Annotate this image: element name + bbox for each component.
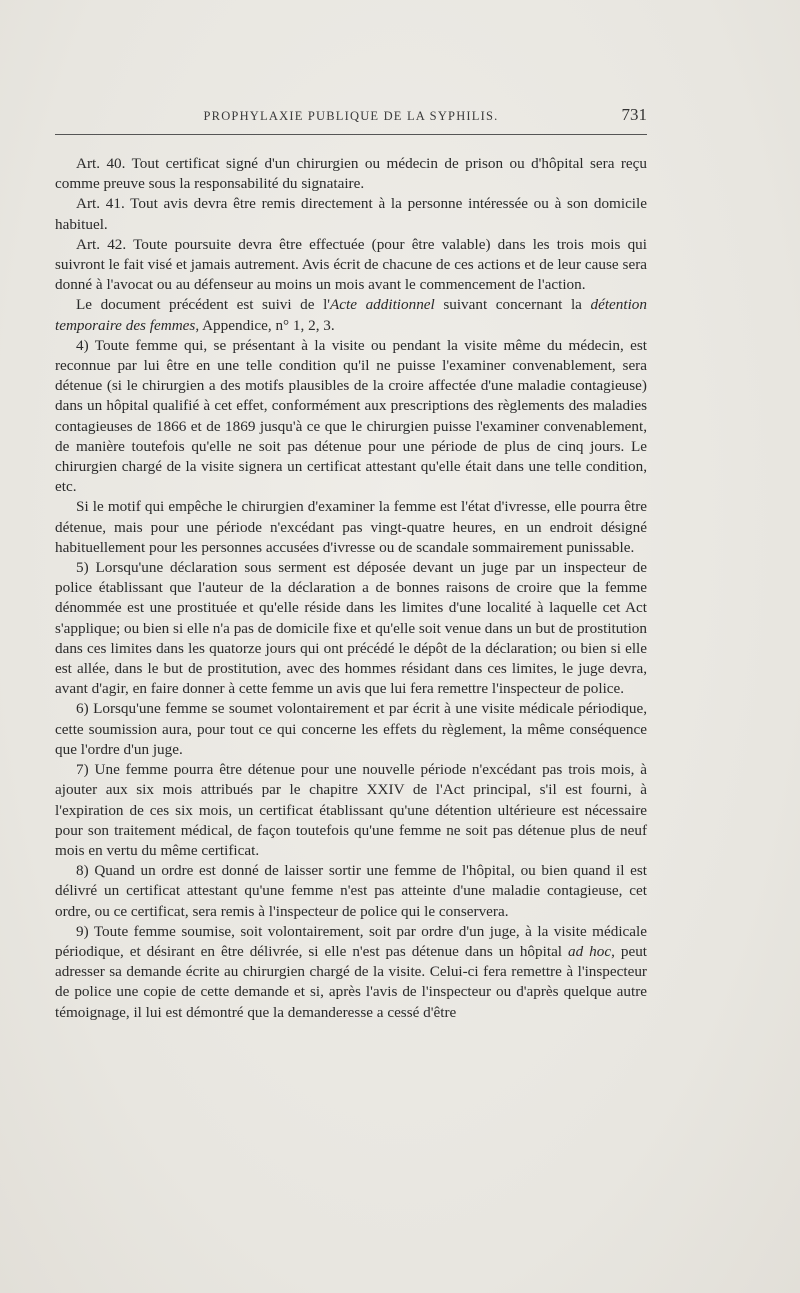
paragraph-art-40: Art. 40. Tout certificat signé d'un chirurgien ou médecin de prison ou d'hôpital sera reçu comme preuve sous la responsabilité du signataire.: [55, 155, 647, 193]
paragraph-art-42: Art. 42. Toute poursuite devra être effectuée (pour être valable) dans les trois mois qui suivront le fait visé et jamais autrement. Avis écrit de chacune de ces actions et de leur cause sera donné à l'avocat ou au défenseur au moins un mois avant le commencement de l'action.: [55, 235, 647, 294]
text-segment: Le document précédent est suivi de l': [76, 296, 331, 314]
running-title: PROPHYLAXIE PUBLIQUE DE LA SYPHILIS.: [203, 109, 499, 123]
paragraph-item-6: 6) Lorsqu'une femme se soumet volontairement et par écrit à une visite médicale périodique, cette soumission aura, pour tout ce qui concerne les effets du règlement, la même conséquence que l'ordre d'un juge.: [55, 700, 647, 758]
page-number: 731: [621, 105, 647, 124]
text-segment: , peut adresser sa demande écrite au chirurgien chargé de la visite. Celui-ci fera remettre à l'inspecteur de police une copie de cette demande et si, après l'avis de l'inspecteur ou d'après quelque autre témoignage, il lui est démontré que la demanderesse a cessé d'être: [55, 942, 648, 1021]
paragraph-item-5: 5) Lorsqu'une déclaration sous serment est déposée devant un juge par un inspecteur de police établissant que l'auteur de la déclaration a de bonnes raisons de croire que la femme dénommée est une prostituée et qu'elle réside dans les limites d'une localité à laquelle cet Act s'applique; ou bien si elle n'a pas de domicile fixe et qu'elle soit venue dans un but de prostitution dans ces limites dans les quatorze jours qui ont précédé le dépôt de la déclaration; ou bien si elle est allée, dans le but de prostitution, avec des hommes résidant dans ces limites, le juge devra, avant d'agir, en faire donner à cette femme un avis que lui fera remettre l'inspecteur de police.: [55, 559, 647, 698]
paragraph-item-9: [55, 922, 647, 1023]
page-header: [55, 105, 647, 127]
italic-title: détention temporaire des femmes: [55, 296, 647, 334]
italic-term: ad hoc: [568, 942, 612, 960]
body-text: [55, 154, 647, 1023]
paragraph-item-4: 4) Toute femme qui, se présentant à la visite ou pendant la visite même du médecin, est reconnue par lui être en une telle condition qu'il ne puisse l'examiner convenablement, sera détenue (si le chirurgien a des motifs plausibles de la croire affectée d'une maladie contagieuse) dans un hôpital qualifié à cet effet, conformément aux prescriptions des règlements des maladies contagieuses de 1866 et de 1869 jusqu'à ce que le chirurgien puisse l'examiner convenablement, de manière toutefois qu'elle ne soit pas détenue pour une période de plus de cinq jours. Le chirurgien chargé de la visite signera un certificat attestant qu'elle était dans une telle condition, etc.: [55, 336, 647, 496]
paragraph-ivresse: Si le motif qui empêche le chirurgien d'examiner la femme est l'état d'ivresse, elle pourra être détenue, mais pour une période n'excédant pas vingt-quatre heures, en un endroit désigné habituellement pour les personnes accusées d'ivresse ou de scandale sommairement punissable.: [55, 498, 647, 556]
paragraph-item-8: 8) Quand un ordre est donné de laisser sortir une femme de l'hôpital, ou bien quand il est délivré un certificat attestant qu'une femme n'est pas atteinte d'une maladie contagieuse, cet ordre, ou ce certificat, sera remis à l'inspecteur de police qui le conservera.: [55, 862, 647, 920]
paragraph-additional-act: [55, 295, 647, 335]
paragraph-art-41: Art. 41. Tout avis devra être remis directement à la personne intéressée ou à son domicile habituel.: [55, 195, 647, 233]
text-segment: suivant concernant la: [434, 296, 591, 314]
text-segment: 9) Toute femme soumise, soit volontairement, soit par ordre d'un juge, à la visite médicale périodique, et désirant en être délivrée, si elle n'est pas détenue dans un hôpital: [55, 922, 647, 960]
header-rule: [55, 134, 647, 135]
text-segment: , Appendice, n° 1, 2, 3.: [195, 316, 335, 334]
italic-title: Acte additionnel: [330, 296, 435, 314]
paragraph-item-7: 7) Une femme pourra être détenue pour une nouvelle période n'excédant pas trois mois, à ajouter aux six mois attribués par le chapitre XXIV de l'Act principal, s'il est fourni, à l'expiration de ces six mois, un certificat établissant qu'une détention ultérieure est nécessaire pour son traitement médical, de façon toutefois qu'une femme ne soit pas détenue plus de neuf mois en vertu du même certificat.: [55, 761, 647, 859]
